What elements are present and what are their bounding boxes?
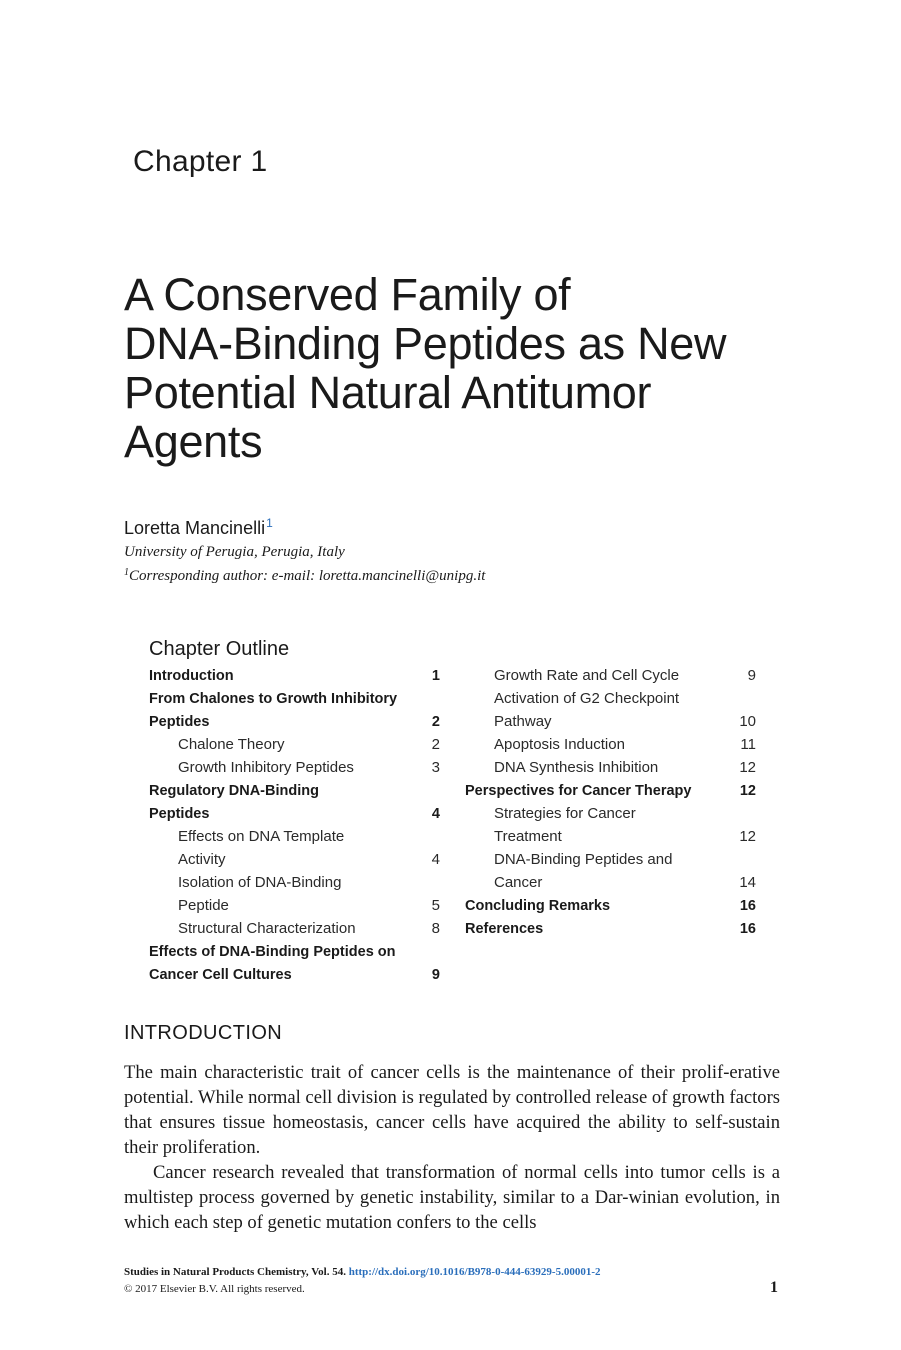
outline-entry[interactable] (149, 803, 440, 826)
outline-entry-page: 12 (739, 783, 756, 799)
author-affiliation: University of Perugia, Perugia, Italy (124, 544, 345, 560)
outline-entry-page: 1 (431, 668, 440, 684)
outline-entry-label: Peptides (149, 806, 210, 822)
outline-entry[interactable] (149, 964, 440, 987)
outline-entry[interactable] (465, 803, 756, 826)
outline-entry[interactable] (149, 918, 440, 941)
outline-entry-label: References (465, 921, 544, 937)
outline-entry-page: 2 (431, 736, 440, 753)
footer-citation (124, 1266, 601, 1278)
outline-entry-page: 5 (431, 897, 440, 914)
outline-entry-page: 2 (431, 714, 440, 730)
author-name: Loretta Mancinelli (124, 518, 266, 538)
outline-entry-label: Concluding Remarks (465, 898, 611, 914)
doi-link[interactable]: http://dx.doi.org/10.1016/B978-0-444-63929-5.00001-2 (348, 1266, 601, 1278)
title-line: A Conserved Family of (124, 269, 571, 320)
outline-entry-label: Effects of DNA-Binding Peptides on (149, 944, 396, 960)
outline-entry[interactable] (149, 688, 440, 711)
outline-entry-label: Structural Characterization (178, 920, 356, 937)
outline-entry[interactable] (149, 941, 440, 964)
outline-entry-label: Regulatory DNA-Binding (149, 783, 319, 799)
outline-entry-label: Activation of G2 Checkpoint (494, 690, 680, 707)
outline-entry[interactable] (465, 849, 756, 872)
title-line: DNA-Binding Peptides as New (124, 318, 727, 369)
footer-copyright: © 2017 Elsevier B.V. All rights reserved. (124, 1283, 305, 1295)
outline-entry-label: Pathway (494, 713, 552, 730)
outline-entry[interactable] (465, 826, 756, 849)
outline-entry-label: Chalone Theory (178, 736, 285, 753)
outline-entry-page: 4 (431, 806, 440, 822)
outline-entry-page: 16 (739, 921, 756, 937)
outline-entry-page: 8 (431, 920, 440, 937)
outline-entry-label: Peptide (178, 897, 229, 914)
outline-entry-page: 3 (431, 759, 440, 776)
corresponding-mark: 1 (124, 567, 129, 578)
outline-entry[interactable] (465, 665, 756, 688)
outline-entry-page: 11 (740, 736, 756, 753)
outline-left-column (149, 665, 440, 987)
outline-entry[interactable] (149, 665, 440, 688)
outline-entry-page: 12 (739, 759, 756, 776)
outline-entry-label: Apoptosis Induction (494, 736, 625, 753)
body-paragraph: Cancer research revealed that transformation of normal cells into tumor cells is a multistep process governed by genetic instability, similar to a Dar-winian evolution, in which each step of genetic mutation confers to the cells (124, 1162, 780, 1233)
outline-entry-page: 9 (747, 667, 756, 684)
outline-entry-label: Activity (178, 851, 226, 868)
outline-entry-label: Isolation of DNA-Binding (178, 874, 342, 891)
corresponding-author-note (124, 567, 485, 585)
outline-entry[interactable] (465, 780, 756, 803)
outline-entry[interactable] (149, 734, 440, 757)
outline-entry-page: 9 (431, 967, 440, 983)
title-line: Agents (124, 416, 263, 467)
author-line (124, 516, 273, 539)
outline-entry-label: DNA Synthesis Inhibition (494, 759, 659, 776)
chapter-title (124, 270, 824, 466)
outline-entry-label: Effects on DNA Template (178, 828, 345, 845)
outline-entry-label: Growth Inhibitory Peptides (178, 759, 354, 776)
title-line: Potential Natural Antitumor (124, 367, 652, 418)
outline-entry[interactable] (149, 711, 440, 734)
chapter-label: Chapter 1 (133, 145, 268, 178)
section-heading-introduction: INTRODUCTION (124, 1022, 283, 1044)
outline-heading: Chapter Outline (149, 638, 290, 660)
page-number: 1 (770, 1279, 778, 1296)
outline-entry[interactable] (465, 895, 756, 918)
outline-entry-label: Strategies for Cancer (494, 805, 636, 822)
outline-entry[interactable] (465, 734, 756, 757)
outline-entry[interactable] (465, 918, 756, 941)
outline-right-column (465, 665, 756, 941)
outline-entry-label: Growth Rate and Cell Cycle (494, 667, 680, 684)
author-footnote-mark[interactable]: 1 (266, 516, 273, 530)
outline-entry-page: 4 (431, 851, 440, 868)
outline-entry[interactable] (149, 849, 440, 872)
body-paragraph: The main characteristic trait of cancer cells is the maintenance of their prolif-erative potential. While normal cell division is regulated by controlled release of growth factors that ensures tissue homeostasis, cancer cells have acquired the ability to self-sustain their proliferation. (124, 1062, 780, 1158)
outline-entry-label: From Chalones to Growth Inhibitory (149, 691, 398, 707)
outline-entry-label: Peptides (149, 714, 210, 730)
outline-entry[interactable] (465, 688, 756, 711)
outline-entry[interactable] (149, 780, 440, 803)
outline-entry-label: DNA-Binding Peptides and (494, 851, 673, 868)
outline-entry-page: 14 (739, 874, 756, 891)
outline-entry[interactable] (465, 872, 756, 895)
outline-entry-label: Cancer Cell Cultures (149, 967, 292, 983)
outline-entry-label: Perspectives for Cancer Therapy (465, 783, 692, 799)
outline-entry[interactable] (149, 757, 440, 780)
footer-series-name: Studies in Natural Products Chemistry, Vol. 54. (124, 1266, 346, 1278)
outline-entry-page: 16 (739, 898, 756, 914)
outline-entry-label: Treatment (494, 828, 562, 845)
outline-entry[interactable] (149, 895, 440, 918)
outline-entry-page: 10 (739, 713, 756, 730)
outline-entry-label: Cancer (494, 874, 543, 891)
corresponding-text: Corresponding author: e-mail: loretta.mancinelli@unipg.it (129, 568, 486, 584)
outline-entry-page: 12 (739, 828, 756, 845)
outline-entry[interactable] (149, 872, 440, 895)
outline-entry[interactable] (465, 757, 756, 780)
outline-entry[interactable] (465, 711, 756, 734)
outline-entry-label: Introduction (149, 668, 234, 684)
outline-entry[interactable] (149, 826, 440, 849)
